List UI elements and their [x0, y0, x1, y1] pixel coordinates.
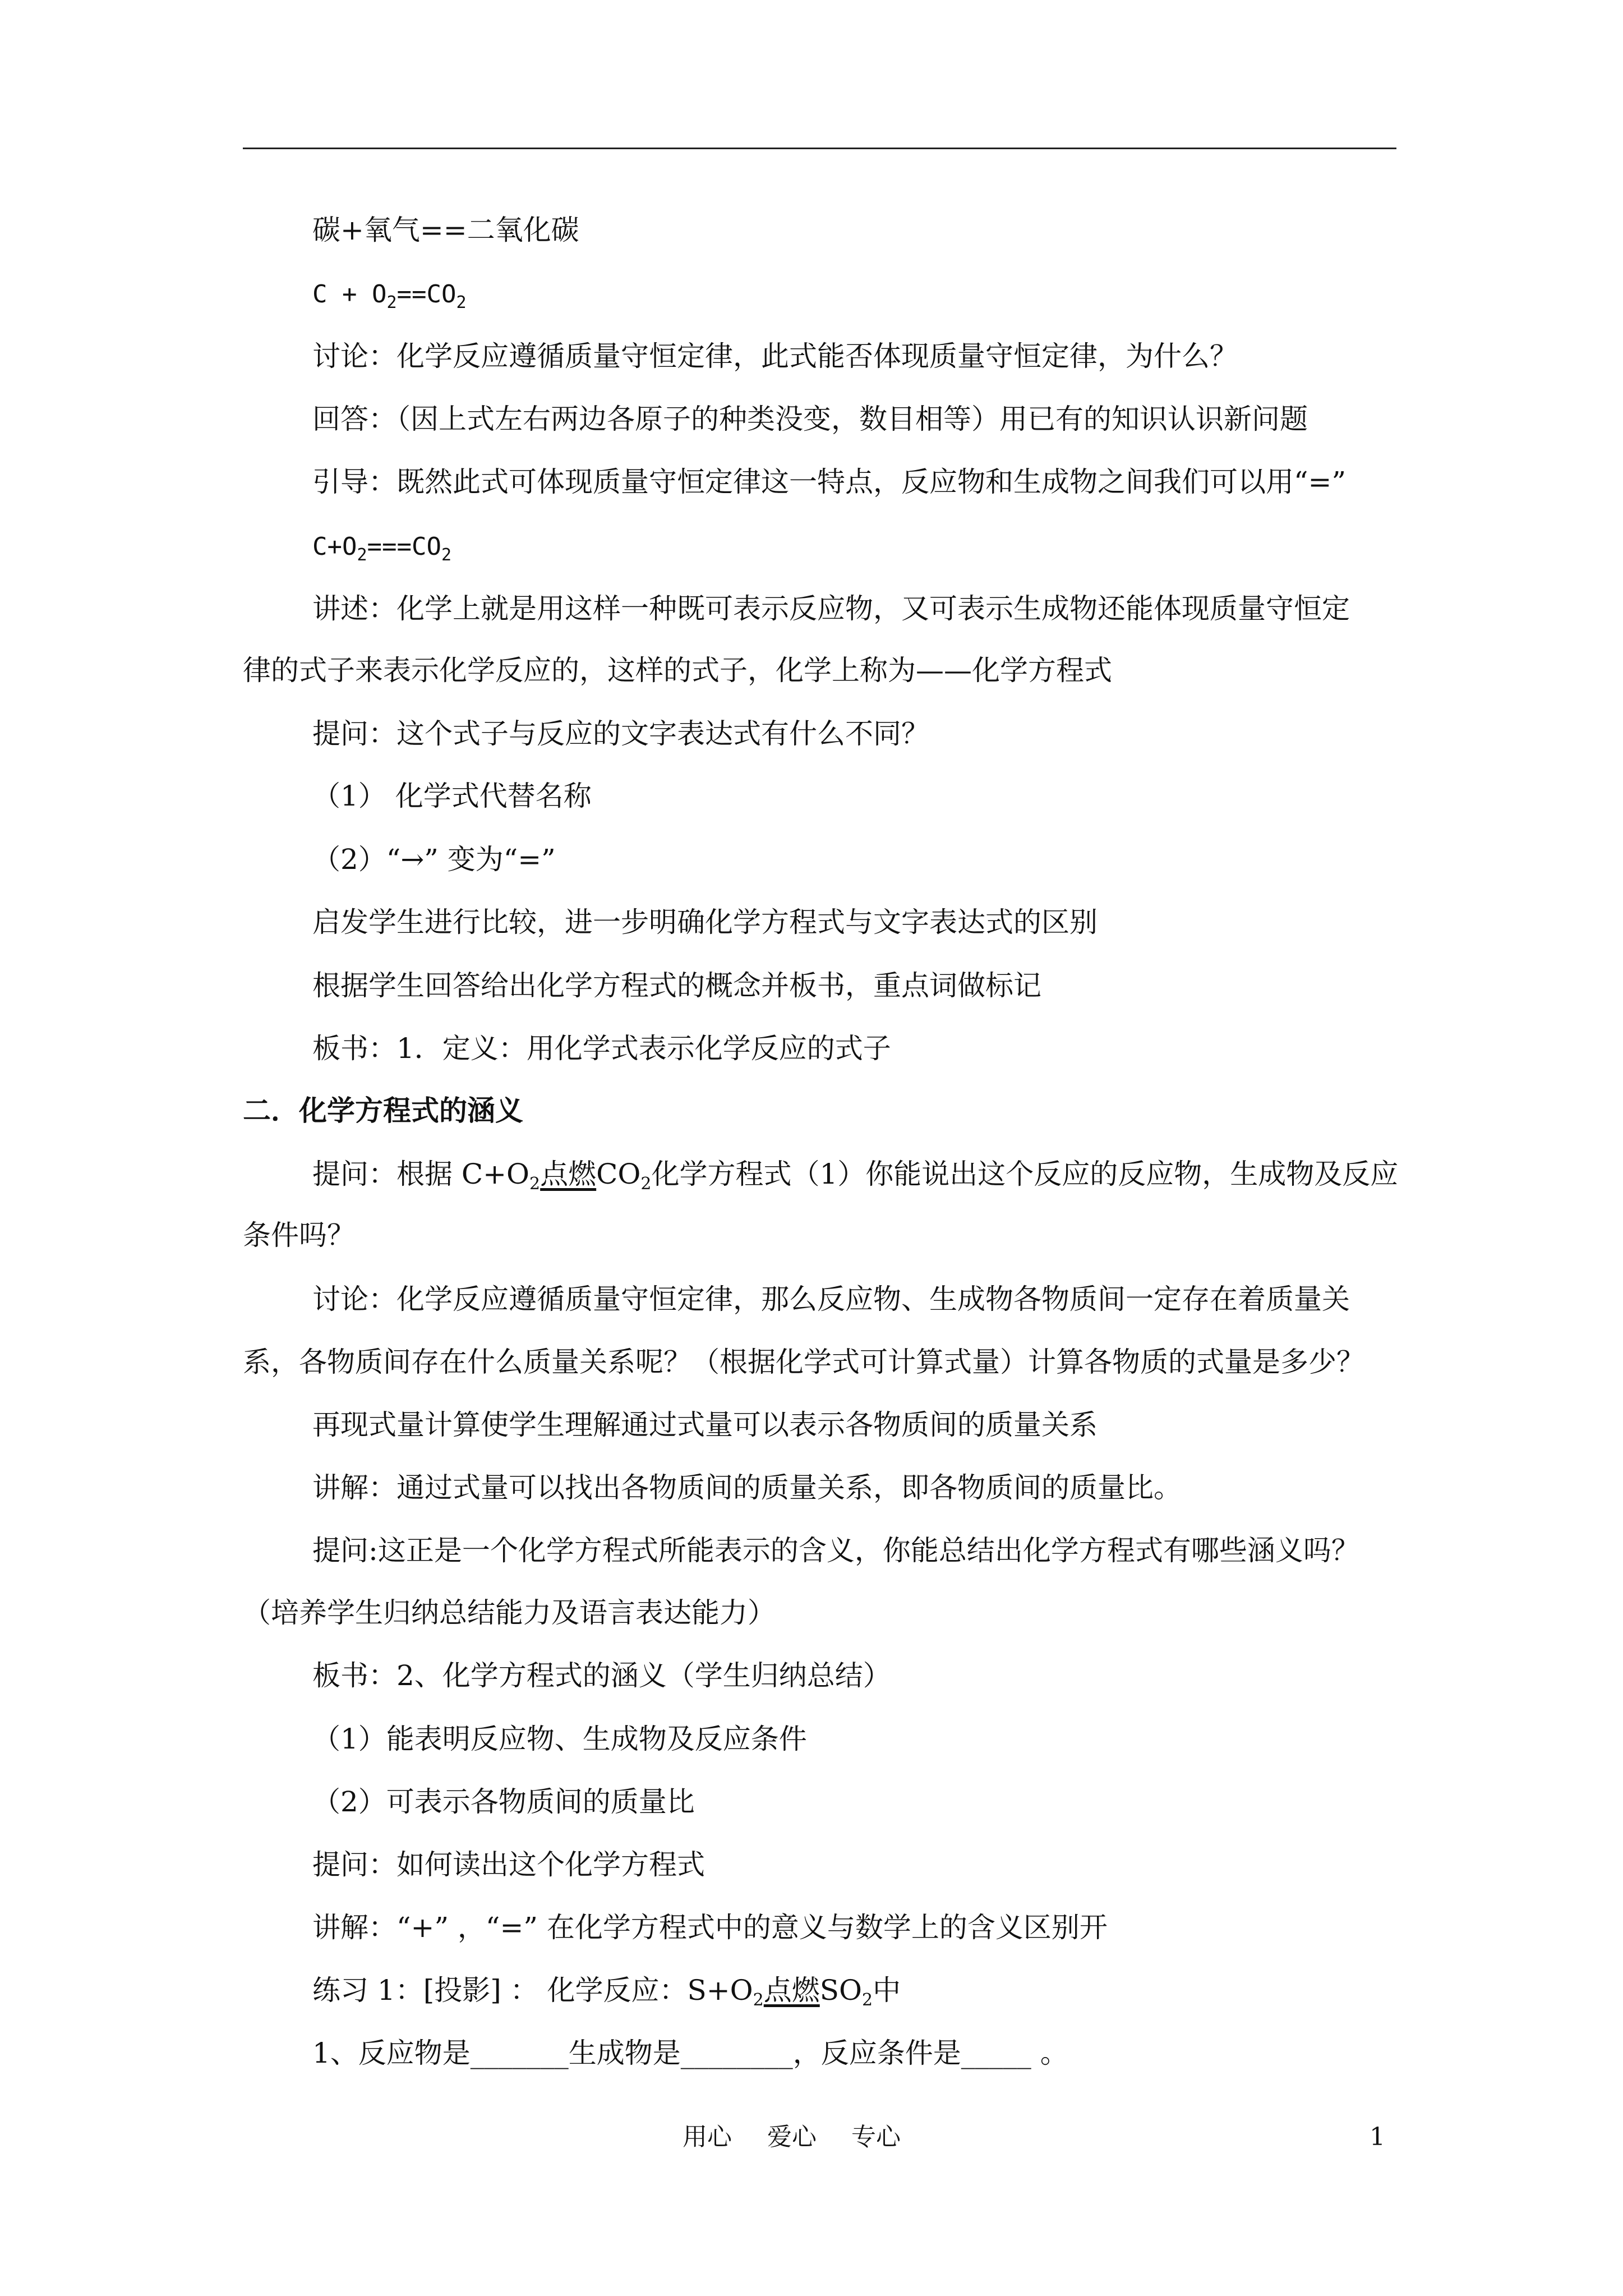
exercise-question: 1、反应物是_______生成物是________，反应条件是_____ 。: [312, 2037, 1068, 2069]
text-line: 板书：1．定义：用化学式表示化学反应的式子: [312, 1032, 891, 1065]
text-line: 碳+氧气==二氧化碳: [312, 214, 579, 246]
text-line: 条件吗？: [243, 1219, 355, 1251]
equation-line: $C + O_2==CO_2$: [312, 280, 467, 312]
text-line: 提问：这个式子与反应的文字表达式有什么不同？: [312, 717, 929, 750]
footer-motto-3: 专心: [851, 2123, 901, 2151]
text-line: 讨论：化学反应遵循质量守恒定律，此式能否体现质量守恒定律，为什么？: [312, 340, 1238, 372]
text-line: 讲解：通过式量可以找出各物质间的质量关系，即各物质间的质量比。: [312, 1471, 1182, 1504]
list-item: （1） 化学式代替名称: [312, 780, 592, 812]
text-line: 回答：（因上式左右两边各原子的种类没变，数目相等）用已有的知识认识新问题: [312, 403, 1308, 435]
header-rule: [243, 148, 1396, 149]
exercise-line: 练习 1：[投影] ： 化学反应：$S+O_2$点燃$SO_2$中: [312, 1974, 901, 2010]
text-line: 提问：根据 $C+O_2$点燃$CO_2$化学方程式（1）你能说出这个反应的反应物，生成物及反应: [312, 1158, 1399, 1194]
text-line: 板书：2、化学方程式的涵义（学生归纳总结）: [312, 1659, 891, 1692]
text-line: 讲解：“+” ，“=” 在化学方程式中的意义与数学上的含义区别开: [312, 1911, 1108, 1944]
text-line: 再现式量计算使学生理解通过式量可以表示各物质间的质量关系: [312, 1409, 1098, 1441]
text-line: （培养学生归纳总结能力及语言表达能力）: [243, 1596, 776, 1629]
text-line: 根据学生回答给出化学方程式的概念并板书，重点词做标记: [312, 969, 1041, 1002]
list-item: （2）“→” 变为“=”: [312, 843, 556, 876]
text-line: 讲述：化学上就是用这样一种既可表示反应物，又可表示生成物还能体现质量守恒定: [312, 592, 1350, 625]
text-line: 提问:这正是一个化学方程式所能表示的含义，你能总结出化学方程式有哪些涵义吗？: [312, 1534, 1359, 1567]
list-item: （2）可表示各物质间的质量比: [312, 1786, 695, 1818]
list-item: （1）能表明反应物、生成物及反应条件: [312, 1723, 807, 1755]
page-number: 1: [1370, 2123, 1385, 2151]
text-line: 律的式子来表示化学反应的，这样的式子，化学上称为——化学方程式: [243, 654, 1112, 687]
footer-motto-1: 用心: [683, 2123, 732, 2151]
footer-motto-2: 爱心: [767, 2123, 817, 2151]
text-line: 引导：既然此式可体现质量守恒定律这一特点，反应物和生成物之间我们可以用“=”: [312, 466, 1347, 498]
text-line: 系，各物质间存在什么质量关系呢？（根据化学式可计算式量）计算各物质的式量是多少？: [243, 1346, 1364, 1378]
equation-line: $C+O_2===CO_2$: [312, 532, 452, 565]
section-heading: 二．化学方程式的涵义: [243, 1094, 523, 1127]
text-line: 讨论：化学反应遵循质量守恒定律，那么反应物、生成物各物质间一定存在着质量关: [312, 1283, 1350, 1315]
text-line: 启发学生进行比较，进一步明确化学方程式与文字表达式的区别: [312, 906, 1098, 938]
text-line: 提问：如何读出这个化学方程式: [312, 1848, 705, 1881]
